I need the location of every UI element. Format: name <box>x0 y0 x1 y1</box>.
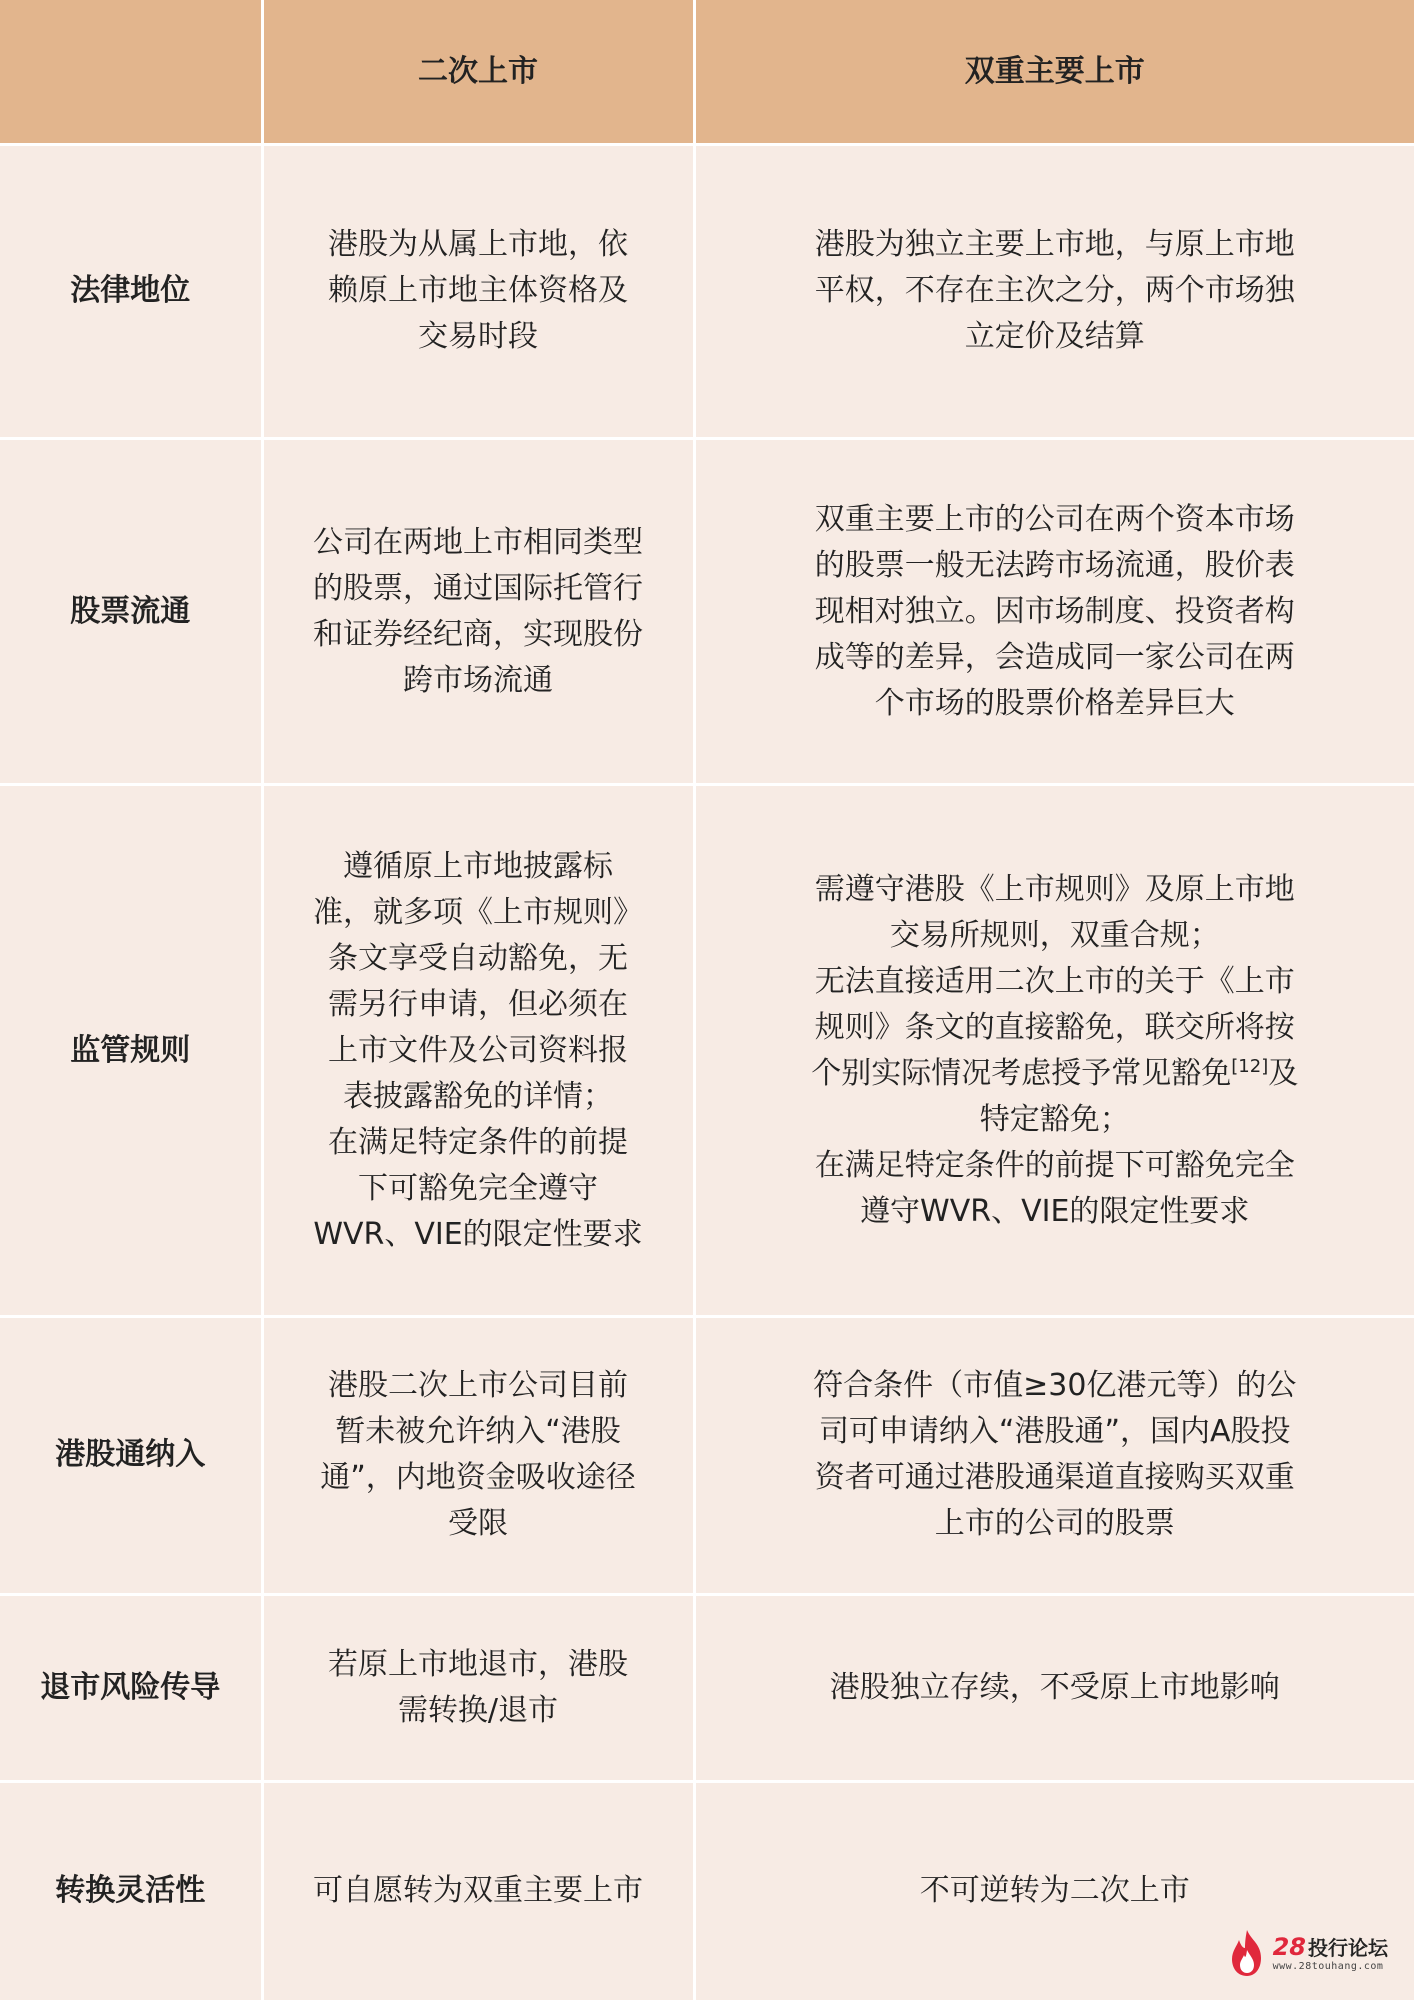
cell-line: 现相对独立。因市场制度、投资者构 <box>814 593 1295 629</box>
footnote-ref: [12] <box>1231 1055 1269 1077</box>
cell-line: 条文享受自动豁免，无 <box>328 940 628 976</box>
cell-text: 个别实际情况考虑授予常见豁免 <box>811 1055 1232 1091</box>
cell-line: 表披露豁免的详情； <box>343 1078 613 1114</box>
row-stock-connect <box>0 1316 1414 1594</box>
cell-text: 及 <box>1268 1055 1299 1091</box>
row-legal-status <box>0 145 1414 439</box>
site-logo <box>1225 1928 1388 1978</box>
cell-secondary-listing <box>262 1594 694 1781</box>
cell-line: 暂未被允许纳入“港股 <box>335 1414 621 1450</box>
cell-line: 的股票一般无法跨市场流通，股价表 <box>814 547 1295 583</box>
cell-line: 成等的差异，会造成同一家公司在两 <box>814 639 1295 675</box>
cell-line: 不可逆转为二次上市 <box>919 1873 1190 1909</box>
logo-url: www.28touhang.com <box>1272 1961 1384 1972</box>
cell-line: 资者可通过港股通渠道直接购买双重 <box>814 1460 1295 1496</box>
cell-line: 准，就多项《上市规则》 <box>313 894 643 930</box>
cell-line: 下可豁免完全遵守 <box>358 1170 598 1206</box>
flame-logo-icon <box>1225 1928 1269 1978</box>
row-label: 法律地位 <box>0 145 262 439</box>
cell-dual-primary-listing <box>694 145 1414 439</box>
cell-line: 和证券经纪商，实现股份 <box>313 616 643 652</box>
cell-line: 需另行申请，但必须在 <box>328 986 628 1022</box>
row-label: 退市风险传导 <box>0 1594 262 1781</box>
cell-dual-primary-listing <box>694 438 1414 784</box>
cell-dual-primary-listing <box>694 785 1414 1317</box>
row-label: 港股通纳入 <box>0 1316 262 1594</box>
cell-line: 港股为从属上市地，依 <box>328 227 628 263</box>
cell-secondary-listing <box>262 1316 694 1594</box>
cell-line: 交易所规则，双重合规； <box>889 917 1220 953</box>
cell-line: 的股票，通过国际托管行 <box>313 570 643 606</box>
cell-line: 跨市场流通 <box>403 662 553 698</box>
cell-line: 港股为独立主要上市地，与原上市地 <box>814 227 1295 263</box>
cell-line: 上市文件及公司资料报 <box>328 1032 628 1068</box>
cell-line: 上市的公司的股票 <box>934 1506 1175 1542</box>
cell-secondary-listing <box>262 785 694 1317</box>
cell-line: 可自愿转为双重主要上市 <box>313 1873 643 1909</box>
cell-line: 若原上市地退市，港股 <box>328 1646 628 1682</box>
cell-line: 需遵守港股《上市规则》及原上市地 <box>814 871 1295 907</box>
logo-number: 28 <box>1272 1933 1306 1961</box>
logo-name: 投行论坛 <box>1308 1936 1388 1960</box>
cell-line: 在满足特定条件的前提下可豁免完全 <box>814 1147 1295 1183</box>
cell-line: 平权，不存在主次之分，两个市场独 <box>814 273 1295 309</box>
header-blank <box>0 0 262 145</box>
cell-line: 遵守WVR、VIE的限定性要求 <box>860 1193 1250 1229</box>
cell-line: 通”，内地资金吸收途径 <box>320 1460 636 1496</box>
cell-line: 无法直接适用二次上市的关于《上市 <box>814 963 1295 999</box>
header-dual-primary-listing: 双重主要上市 <box>694 0 1414 145</box>
cell-dual-primary-listing <box>694 1316 1414 1594</box>
cell-line: 个市场的股票价格差异巨大 <box>874 685 1235 721</box>
row-label: 股票流通 <box>0 438 262 784</box>
cell-line: 立定价及结算 <box>964 319 1145 355</box>
cell-line: 交易时段 <box>418 319 538 355</box>
cell-line: 双重主要上市的公司在两个资本市场 <box>814 501 1295 537</box>
row-conversion-flexibility <box>0 1781 1414 2000</box>
cell-secondary-listing <box>262 438 694 784</box>
cell-dual-primary-listing <box>694 1594 1414 1781</box>
row-regulatory-rules <box>0 785 1414 1317</box>
cell-line: 公司在两地上市相同类型 <box>313 524 643 560</box>
row-label: 监管规则 <box>0 785 262 1317</box>
row-label: 转换灵活性 <box>0 1781 262 2000</box>
cell-line: 需转换/退市 <box>397 1692 559 1728</box>
cell-line: 赖原上市地主体资格及 <box>328 273 628 309</box>
cell-line: 在满足特定条件的前提 <box>328 1124 628 1160</box>
cell-line: 港股二次上市公司目前 <box>327 1368 628 1404</box>
row-delisting-risk <box>0 1594 1414 1781</box>
cell-line: WVR、VIE的限定性要求 <box>313 1216 643 1252</box>
cell-line <box>811 1051 1298 1097</box>
cell-line: 司可申请纳入“港股通”，国内A股投 <box>818 1414 1291 1450</box>
cell-line: 特定豁免； <box>979 1101 1130 1137</box>
header-row <box>0 0 1414 145</box>
cell-line: 港股独立存续，不受原上市地影响 <box>829 1669 1280 1705</box>
cell-line: 受限 <box>447 1506 508 1542</box>
header-secondary-listing: 二次上市 <box>262 0 694 145</box>
cell-line: 遵循原上市地披露标 <box>343 848 613 884</box>
row-share-circulation <box>0 438 1414 784</box>
cell-secondary-listing <box>262 145 694 439</box>
cell-line: 规则》条文的直接豁免，联交所将按 <box>814 1009 1295 1045</box>
cell-secondary-listing <box>262 1781 694 2000</box>
cell-line: 符合条件（市值≥30亿港元等）的公 <box>813 1368 1297 1404</box>
